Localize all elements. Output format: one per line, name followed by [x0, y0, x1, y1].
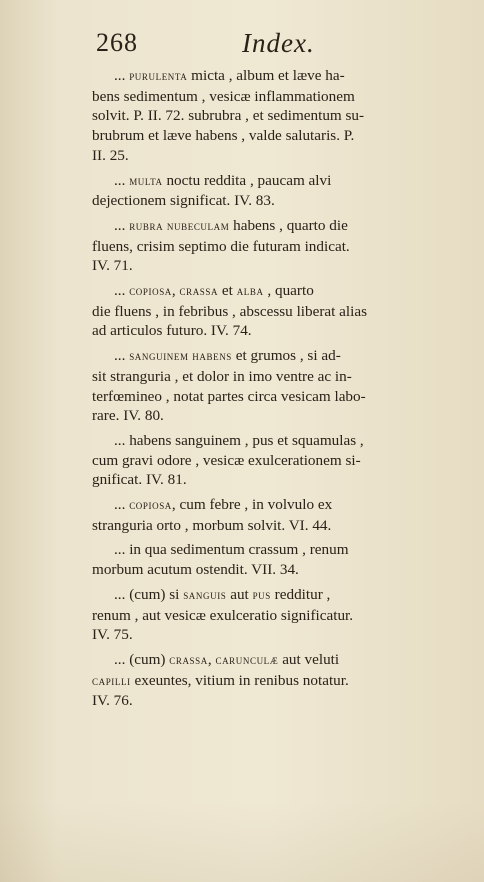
- entry-text: , cum febre , in volvulo ex: [171, 496, 333, 514]
- paper-stain: [0, 802, 484, 882]
- entry-text: cum gravi odore , vesicæ exulcerationem si-: [92, 451, 361, 469]
- entry-text: aut veluti: [278, 650, 340, 668]
- entry-text: , quarto: [263, 282, 314, 300]
- entry-line: [92, 216, 454, 237]
- entry-line: [92, 606, 454, 626]
- entry-text: noctu reddita , paucam alvi: [162, 171, 332, 189]
- entry-text: ,: [207, 650, 216, 668]
- entry-text: ,: [171, 282, 180, 300]
- entry-text: terfœmineo , notat partes circa vesicam labo-: [92, 387, 366, 405]
- entry-text: die fluens , in febribus , abscessu liberat alias: [92, 302, 367, 320]
- entry-text: renum , aut vesicæ exulceratio significatur.: [92, 606, 354, 624]
- entry-text: stranguria orto , morbum solvit. VI. 44.: [92, 516, 332, 534]
- entry-line: [92, 495, 454, 516]
- entry-line: [92, 451, 454, 471]
- entry-text: solvit. P. II. 72. subrubra , et sedimentum su-: [92, 107, 365, 125]
- page-header: [96, 28, 456, 68]
- running-title: Index.: [242, 28, 315, 58]
- small-caps-term: carunculæ: [215, 652, 279, 667]
- entry-line: [92, 691, 454, 711]
- small-caps-term: multa: [129, 173, 163, 188]
- entry-line: [92, 87, 454, 107]
- entry-line: [92, 171, 454, 192]
- index-entry: [92, 540, 454, 579]
- entry-text: ... (cum) si: [114, 585, 184, 603]
- index-entry: [92, 650, 454, 711]
- index-entry: [92, 346, 454, 426]
- entry-line: [92, 256, 454, 276]
- entry-text: II. 25.: [92, 146, 129, 164]
- entry-text: aut: [226, 585, 253, 603]
- entry-text: redditur ,: [270, 585, 331, 603]
- entry-line: [92, 237, 454, 257]
- entry-text: IV. 75.: [92, 626, 133, 644]
- entry-text: ...: [114, 216, 130, 234]
- small-caps-term: copiosa: [129, 498, 172, 513]
- entry-line: [92, 516, 454, 536]
- entry-line: [92, 560, 454, 580]
- entry-line: [92, 281, 454, 302]
- entry-line: [92, 387, 454, 407]
- small-caps-term: alba: [236, 284, 264, 299]
- entry-line: [92, 406, 454, 426]
- entry-text: ... in qua sedimentum crassum , renum: [114, 541, 349, 559]
- entry-text: ...: [114, 347, 130, 365]
- entry-line: [92, 126, 454, 146]
- small-caps-term: rubra nubeculam: [129, 218, 230, 233]
- entry-text: et grumos , si ad-: [231, 347, 341, 365]
- entry-line: [92, 346, 454, 367]
- index-entry: [92, 171, 454, 211]
- index-entry: [92, 431, 454, 490]
- entry-line: [92, 431, 454, 451]
- small-caps-term: sanguinem habens: [129, 349, 232, 364]
- small-caps-term: pus: [252, 587, 271, 602]
- entry-line: [92, 367, 454, 387]
- entry-text: dejectionem significat. IV. 83.: [92, 192, 275, 210]
- entry-line: [92, 146, 454, 166]
- entry-line: [92, 106, 454, 126]
- entry-text: gnificat. IV. 81.: [92, 471, 187, 489]
- index-body: [92, 66, 454, 716]
- index-entry: [92, 585, 454, 645]
- small-caps-term: purulenta: [129, 69, 188, 83]
- entry-text: et: [218, 282, 237, 300]
- entry-text: IV. 71.: [92, 257, 133, 275]
- entry-line: [92, 650, 454, 671]
- small-caps-term: copiosa: [129, 284, 172, 299]
- index-entry: [92, 66, 454, 166]
- entry-line: [92, 540, 454, 560]
- entry-text: micta , album et læve ha-: [187, 67, 345, 84]
- entry-text: ad articulos futuro. IV. 74.: [92, 322, 252, 340]
- entry-text: IV. 76.: [92, 692, 133, 710]
- entry-text: ...: [114, 171, 130, 189]
- page-number: 268: [96, 28, 138, 57]
- index-entry: [92, 495, 454, 535]
- entry-text: ...: [114, 496, 130, 514]
- entry-line: [92, 321, 454, 341]
- entry-text: rare. IV. 80.: [92, 407, 164, 425]
- entry-text: morbum acutum ostendit. VII. 34.: [92, 561, 299, 579]
- entry-text: habens , quarto die: [229, 216, 348, 234]
- entry-text: sit stranguria , et dolor in imo ventre ac in-: [92, 367, 352, 385]
- entry-text: bens sedimentum , vesicæ inflammationem: [92, 87, 355, 105]
- entry-text: ...: [114, 67, 130, 84]
- entry-text: exeuntes, vitium in renibus notatur.: [130, 671, 349, 689]
- index-entry: [92, 216, 454, 276]
- index-entry: [92, 281, 454, 341]
- entry-text: ...: [114, 282, 130, 300]
- entry-text: fluens, crisim septimo die futuram indicat.: [92, 237, 350, 255]
- entry-line: [92, 585, 454, 606]
- entry-text: ... (cum): [114, 650, 170, 668]
- entry-line: [92, 671, 454, 692]
- entry-line: [92, 66, 454, 87]
- entry-line: [92, 625, 454, 645]
- entry-line: [92, 470, 454, 490]
- entry-line: [92, 191, 454, 211]
- entry-text: brubrum et læve habens , valde salutaris. P.: [92, 127, 355, 145]
- small-caps-term: capilli: [92, 673, 131, 688]
- small-caps-term: sanguis: [183, 587, 227, 602]
- entry-text: ... habens sanguinem , pus et squamulas ,: [114, 431, 364, 449]
- entry-line: [92, 302, 454, 322]
- small-caps-term: crassa: [169, 652, 208, 667]
- small-caps-term: crassa: [179, 284, 219, 299]
